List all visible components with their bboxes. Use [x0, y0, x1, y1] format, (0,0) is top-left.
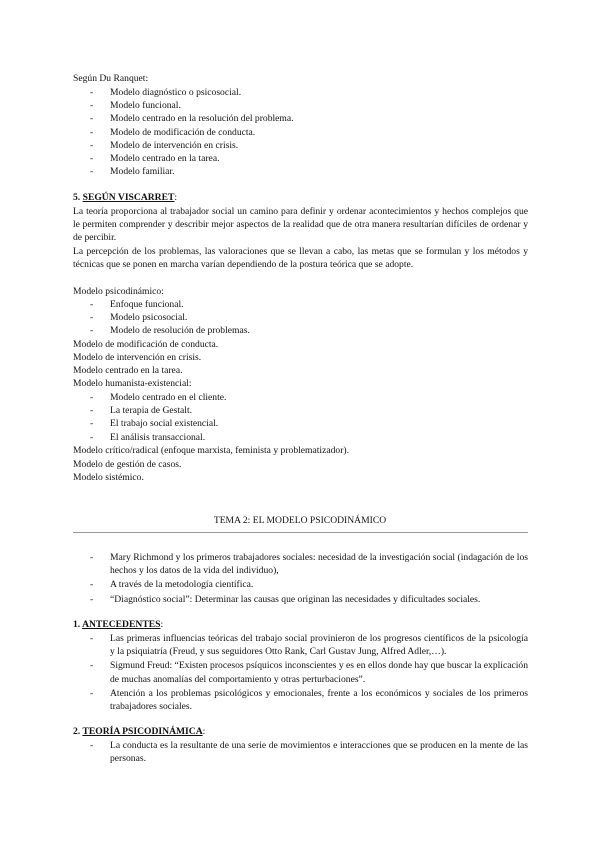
model-plain-5: Modelo de gestión de casos.: [73, 459, 182, 470]
model-plain-6: Modelo sistémico.: [73, 472, 144, 483]
list-item: - Enfoque funcional.: [73, 298, 528, 311]
list-item: - La terapia de Gestalt.: [73, 404, 528, 417]
model-plain-1: Modelo de modificación de conducta.: [73, 339, 219, 350]
du-ranquet-list: [73, 86, 528, 178]
humanista-list: [73, 391, 528, 444]
psicodinamico-list: [73, 298, 528, 338]
tema2-intro-list: [73, 551, 528, 607]
psicodinamico-label: Modelo psicodinámico:: [73, 286, 164, 297]
model-plain-3: Modelo centrado en la tarea.: [73, 365, 183, 376]
model-plain-2: Modelo de intervención en crisis.: [73, 352, 202, 363]
section-heading-teoria: [73, 725, 528, 738]
list-item: - A través de la metodología científica.: [73, 578, 528, 591]
list-item: - Modelo centrado en la tarea.: [73, 152, 528, 165]
section-colon: :: [202, 726, 206, 737]
list-item: - Modelo de resolución de problemas.: [73, 324, 528, 337]
list-item: - Modelo diagnóstico o psicosocial.: [73, 86, 528, 99]
section-colon: :: [174, 192, 178, 203]
list-item: - Sigmund Freud: “Existen procesos psíquicos inconscientes y es en ellos donde hay que buscar la explicación de muchas anomalías del comportamiento y otras perturbaciones”.: [73, 659, 528, 685]
list-item: - Modelo psicosocial.: [73, 311, 528, 324]
model-plain-4: Modelo crítico/radical (enfoque marxista, feminista y problematizador).: [73, 445, 349, 456]
list-item: - Las primeras influencias teóricas del trabajo social provinieron de los progresos científicos de la psicología y la psiquiatría (Freud, y sus seguidores Otto Rank, Carl Gustav Jung, Alfred Adler,…).: [73, 632, 528, 658]
section-number: 5.: [73, 192, 81, 203]
teoria-list: [73, 739, 528, 765]
list-item: - Modelo de intervención en crisis.: [73, 139, 528, 152]
section-title: TEORÍA PSICODINÁMICA: [82, 726, 203, 737]
page-title: TEMA 2: EL MODELO PSICODINÁMICO: [213, 515, 387, 526]
section-heading-viscarret: [73, 191, 528, 204]
section-heading-antecedentes: [73, 618, 528, 631]
list-item: - Modelo centrado en el cliente.: [73, 391, 528, 404]
section-title: SEGÚN VISCARRET: [82, 192, 175, 203]
du-ranquet-intro: Según Du Ranquet:: [73, 73, 149, 84]
humanista-label: Modelo humanista-existencial:: [73, 378, 192, 389]
antecedentes-list: [73, 632, 528, 714]
section-title: ANTECEDENTES: [82, 619, 161, 630]
divider: [73, 532, 528, 533]
list-item: - El trabajo social existencial.: [73, 417, 528, 430]
list-item: - El análisis transaccional.: [73, 431, 528, 444]
section-colon: :: [160, 619, 164, 630]
list-item: - Modelo funcional.: [73, 99, 528, 112]
list-item: - “Diagnóstico social”: Determinar las causas que originan las necesidades y dificultades sociales.: [73, 593, 528, 606]
list-item: - Atención a los problemas psicológicos y emocionales, frente a los económicos y sociales de los primeros trabajadores sociales.: [73, 687, 528, 713]
list-item: - La conducta es la resultante de una serie de movimientos e interacciones que se producen en la mente de las personas.: [73, 739, 528, 765]
list-item: - Modelo familiar.: [73, 165, 528, 178]
section-number: 1.: [73, 619, 81, 630]
list-item: - Modelo de modificación de conducta.: [73, 126, 528, 139]
list-item: - Mary Richmond y los primeros trabajadores sociales: necesidad de la investigación social (indagación de los hechos y los datos de la vida del individuo),: [73, 551, 528, 577]
viscarret-paragraph-1: La teoría proporciona al trabajador social un camino para definir y ordenar acontecimientos y hechos complejos que le permiten comprender y describir mejor aspectos de la realidad que de otra manera resultarían difíciles de ordenar y de percibir.: [73, 206, 528, 244]
section-number: 2.: [73, 726, 81, 737]
list-item: - Modelo centrado en la resolución del problema.: [73, 112, 528, 125]
viscarret-paragraph-2: La percepción de los problemas, las valoraciones que se llevan a cabo, las metas que se formulan y los métodos y técnicas que se ponen en marcha varían dependiendo de la postura teórica que se adopte.: [73, 246, 528, 271]
